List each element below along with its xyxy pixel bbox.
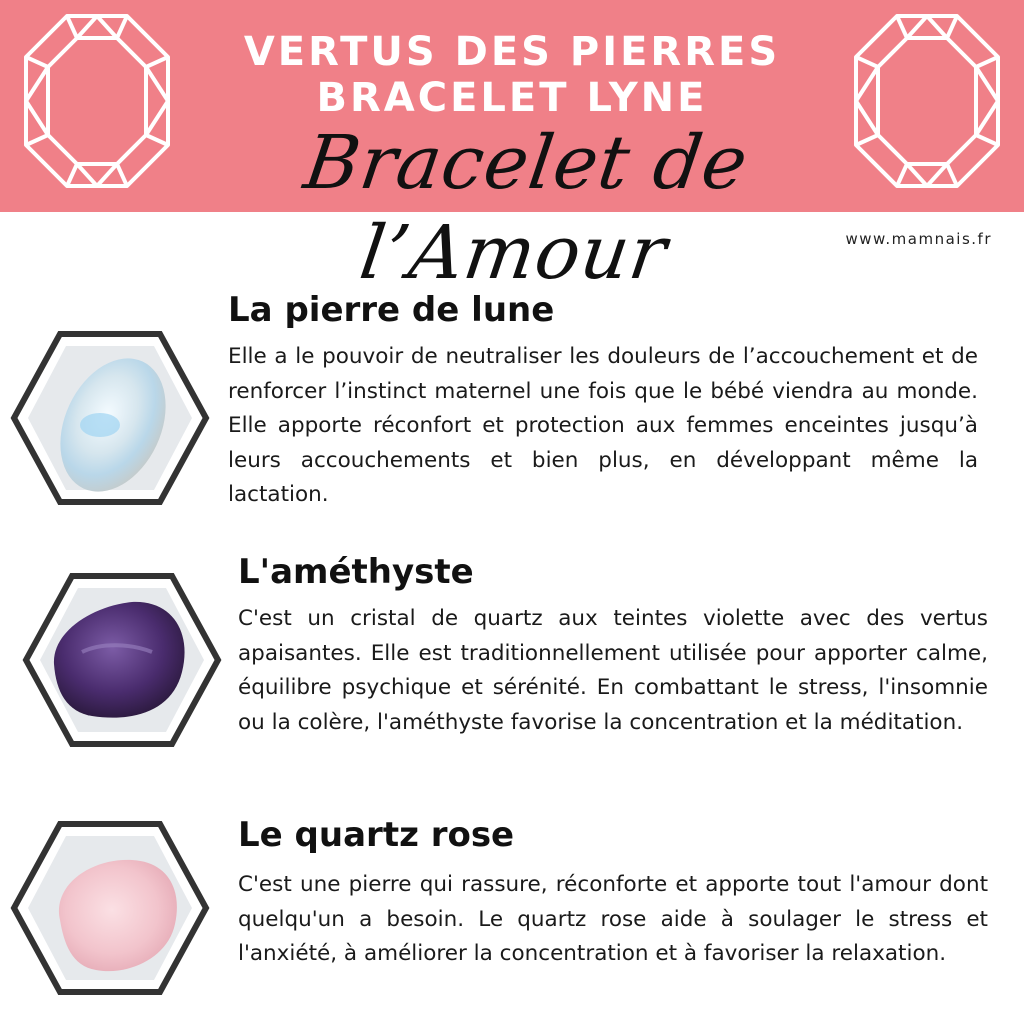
stone-heading-rose-quartz: Le quartz rose bbox=[238, 815, 515, 855]
amethyst-image-frame bbox=[22, 572, 222, 748]
stone-description-rose-quartz: C'est une pierre qui rassure, réconforte et apporte tout l'amour dont quelqu'un a besoin. Le quartz rose aide à soulager le stress et l'anxiété, à améliorer la concentration et à favoriser la relaxation. bbox=[238, 872, 988, 966]
website-link[interactable]: www.mamnais.fr bbox=[845, 230, 992, 248]
script-title: Bracelet de l’Amour bbox=[299, 120, 754, 296]
moonstone-image-frame bbox=[10, 330, 210, 506]
title-line-2: BRACELET LYNE bbox=[316, 75, 708, 121]
stone-heading-moonstone: La pierre de lune bbox=[228, 290, 555, 330]
stone-description-moonstone: Elle a le pouvoir de neutraliser les douleurs de l’accouchement et de renforcer l’instinct maternel une fois que le bébé viendra au monde. Elle apporte réconfort et protection aux femmes enceintes jusqu’à leurs accouchements et bien plus, en développant même la lactation. bbox=[228, 344, 978, 507]
stone-description-amethyst: C'est un cristal de quartz aux teintes violette avec des vertus apaisantes. Elle est traditionnellement utilisée pour apporter calme, équilibre psychique et sérénité. En combattant le stress, l'insomnie ou la colère, l'améthyste favorise la concentration et la méditation. bbox=[238, 606, 988, 735]
title-line-1: VERTUS DES PIERRES bbox=[243, 29, 781, 75]
rose-quartz-image-frame bbox=[10, 820, 210, 996]
stone-heading-amethyst: L'améthyste bbox=[238, 552, 474, 592]
